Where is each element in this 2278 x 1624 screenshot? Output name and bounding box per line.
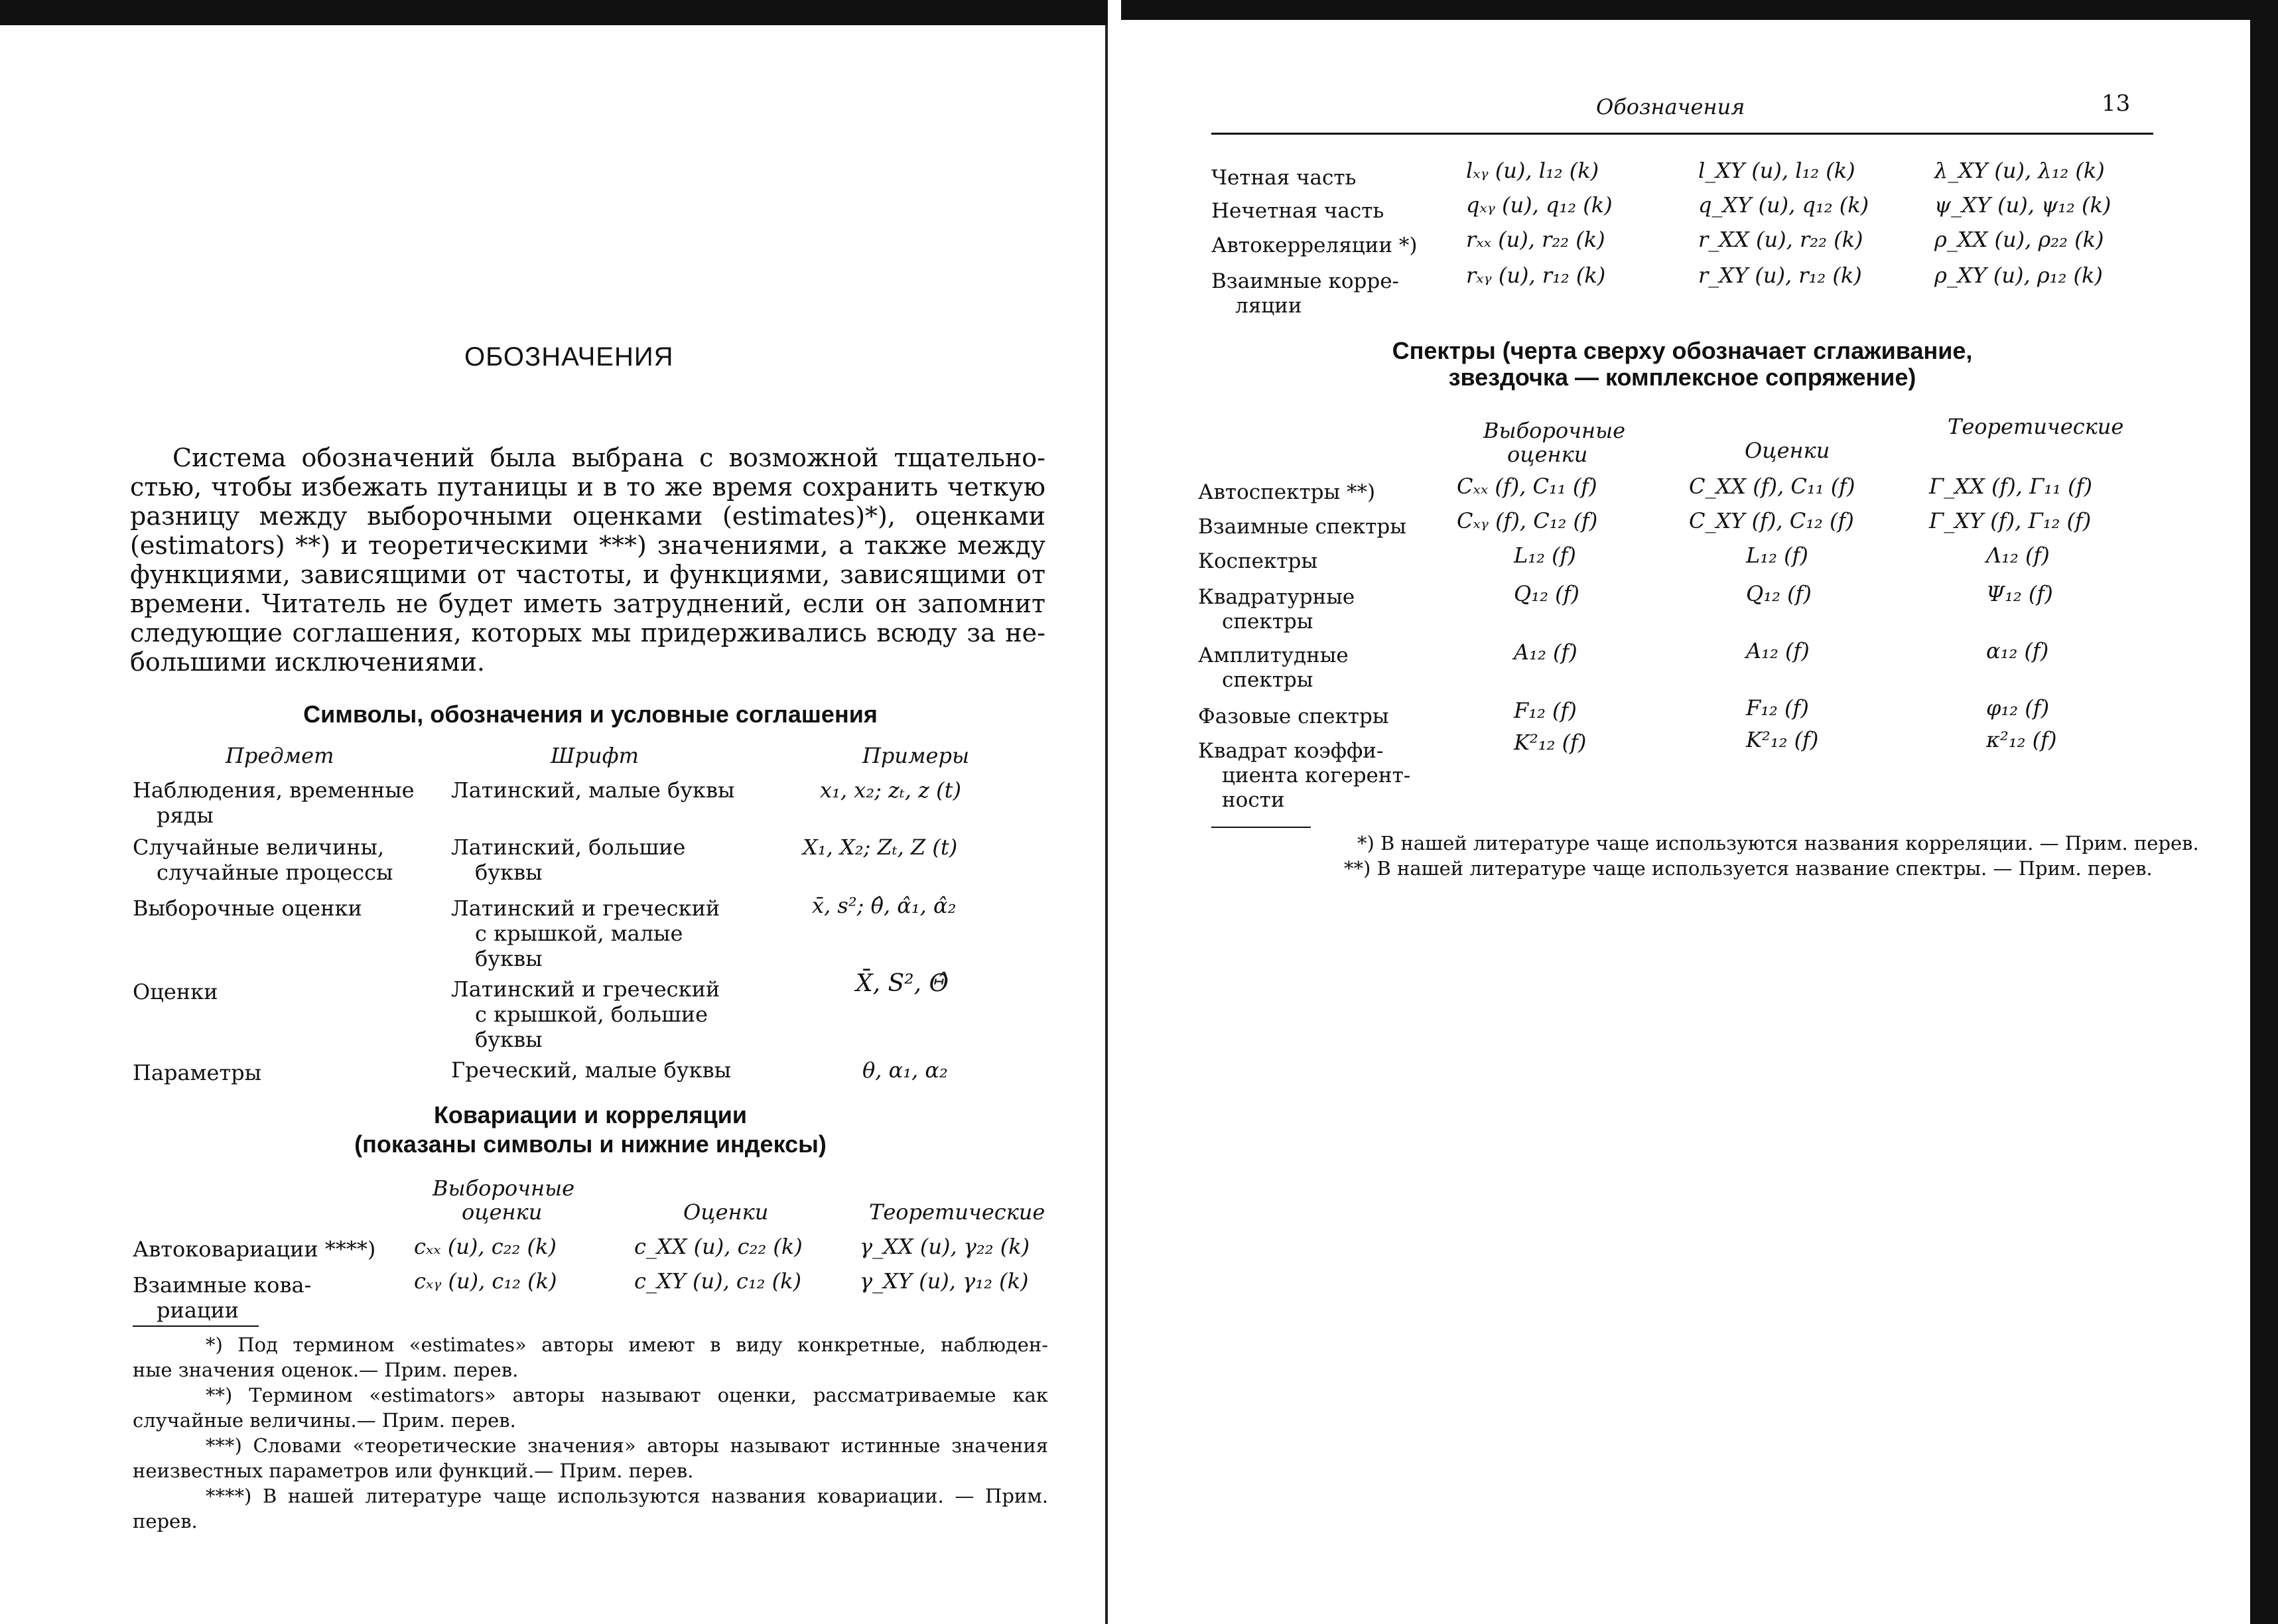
corr-row-theoretical: λ_XY (u), λ₁₂ (k) xyxy=(1934,158,2105,183)
spectra-row-label xyxy=(1198,643,1349,693)
footnote-line: ****) В нашей литературе чаще используются названия ковариации. — Прим. xyxy=(206,1485,1048,1507)
intro-line: большими исключениями. xyxy=(130,647,485,677)
symbols-row-subject xyxy=(133,896,362,921)
spectra-row-theoretical: κ²₁₂ (f) xyxy=(1986,727,2057,752)
corr-row-theoretical: ρ_XY (u), ρ₁₂ (k) xyxy=(1934,263,2103,288)
corr-row-theoretical: ψ_XY (u), ψ₁₂ (k) xyxy=(1934,192,2111,218)
footnotes xyxy=(133,1332,1048,1534)
intro-line: функциями, зависящими от частоты, и функциями, зависящими от xyxy=(130,560,1045,589)
running-head: Обозначения xyxy=(1596,94,1745,119)
spectra-row-estimator: K²₁₂ (f) xyxy=(1746,727,1819,752)
cell-line: Квадратурные xyxy=(1198,585,1355,609)
spectra-col-header-theoretical: Теоретические xyxy=(1948,414,2124,439)
footnote-rule xyxy=(133,1325,259,1327)
spectra-row-theoretical: Λ₁₂ (f) xyxy=(1986,543,2050,568)
corr-row-estimator: r_XX (u), r₂₂ (k) xyxy=(1698,227,1863,252)
cov-heading-line2: (показаны символы и нижние индексы) xyxy=(354,1130,827,1158)
spectra-row-label xyxy=(1198,515,1406,539)
cov-col-header-estimator: Оценки xyxy=(683,1199,769,1225)
symbols-row-subject xyxy=(133,979,218,1004)
cell-line: Автоковариации ****) xyxy=(133,1237,376,1262)
col-header-examples: Примеры xyxy=(862,743,970,768)
cov-col-header-sample: Выборочные xyxy=(433,1176,575,1201)
spectra-row-theoretical: α₁₂ (f) xyxy=(1986,638,2049,663)
spectra-row-theoretical: φ₁₂ (f) xyxy=(1986,695,2050,720)
cell-line: с крышкой, большие xyxy=(475,1002,708,1027)
spectra-row-label xyxy=(1198,480,1375,505)
spectra-row-estimator: A₁₂ (f) xyxy=(1746,638,1810,663)
spectra-row-sample: A₁₂ (f) xyxy=(1514,640,1577,665)
spectra-row-sample: Q₁₂ (f) xyxy=(1514,581,1579,606)
corr-row-sample: rₓₓ (u), r₂₂ (k) xyxy=(1466,227,1605,252)
spectra-row-label xyxy=(1198,739,1410,813)
symbols-row-examples: X̄, S², Θ̂ xyxy=(856,970,949,997)
spectra-row-theoretical: Γ_XY (f), Γ₁₂ (f) xyxy=(1929,508,2092,533)
cov-col-header-theoretical: Теоретические xyxy=(869,1199,1045,1225)
intro-line: (estimators) **) и теоретическими ***) значениями, а также между xyxy=(130,531,1045,560)
symbols-row-subject xyxy=(133,1060,261,1085)
spectra-row-sample: K²₁₂ (f) xyxy=(1514,730,1587,755)
corr-row-label xyxy=(1211,269,1399,318)
intro-line: разницу между выборочными оценками (estimates)*), оценками xyxy=(130,502,1045,531)
top-shadow-left xyxy=(0,0,1108,25)
cell-line: Латинский, большие xyxy=(451,835,686,860)
cell-line: буквы xyxy=(475,946,543,971)
cov-row-theoretical: γ_XY (u), γ₁₂ (k) xyxy=(860,1268,1029,1294)
symbols-row-examples: x̄, s²; θ̂, α̂₁, α̂₂ xyxy=(812,893,957,918)
spectra-row-estimator: Q₁₂ (f) xyxy=(1746,581,1812,606)
spectra-row-label xyxy=(1198,549,1317,574)
spectra-row-theoretical: Γ_XX (f), Γ₁₁ (f) xyxy=(1929,474,2092,499)
cell-line: ляции xyxy=(1235,294,1302,318)
corr-row-theoretical: ρ_XX (u), ρ₂₂ (k) xyxy=(1934,227,2104,252)
corr-row-estimator: r_XY (u), r₁₂ (k) xyxy=(1698,263,1862,288)
spectra-row-estimator: L₁₂ (f) xyxy=(1746,543,1808,568)
symbols-row-examples: x₁, x₂; zₜ, z (t) xyxy=(820,778,961,803)
cell-line: Амплитудные xyxy=(1198,643,1349,667)
footnote-line: ***) Словами «теоретические значения» авторы называют истинные значения xyxy=(206,1434,1048,1457)
footnote-line: неизвестных параметров или функций.— Прим. перев. xyxy=(133,1459,694,1482)
symbols-row-subject xyxy=(133,835,393,885)
spectra-row-label xyxy=(1198,585,1355,634)
symbols-row-font xyxy=(451,977,720,1052)
symbols-row-examples: θ, α₁, α₂ xyxy=(862,1057,948,1083)
cell-line: случайные процессы xyxy=(157,860,393,885)
corr-row-sample: rₓᵧ (u), r₁₂ (k) xyxy=(1466,263,1606,288)
spectra-row-sample: Cₓᵧ (f), C₁₂ (f) xyxy=(1457,508,1598,533)
gutter xyxy=(1085,0,1116,1624)
symbols-row-font xyxy=(451,896,720,971)
spectra-row-sample: Cₓₓ (f), C₁₁ (f) xyxy=(1457,474,1597,499)
intro-line: времени. Читатель не будет иметь затруднений, если он запомнит xyxy=(130,589,1045,618)
corr-row-label xyxy=(1211,199,1384,224)
cell-line: с крышкой, малые xyxy=(475,921,683,946)
page-title: ОБОЗНАЧЕНИЯ xyxy=(464,342,674,372)
spectra-col-header-sample: Выборочные xyxy=(1483,418,1626,443)
cell-line: спектры xyxy=(1222,610,1313,634)
spectra-row-label xyxy=(1198,705,1389,729)
symbols-row-font xyxy=(451,835,685,885)
symbols-row-font xyxy=(451,778,735,803)
left-page xyxy=(0,0,1108,1624)
cov-row-theoretical: γ_XX (u), γ₂₂ (k) xyxy=(860,1234,1030,1259)
footnote-line: случайные величины.— Прим. перев. xyxy=(133,1409,516,1432)
symbols-heading: Символы, обозначения и условные соглашения xyxy=(303,701,878,728)
corr-row-sample: lₓᵧ (u), l₁₂ (k) xyxy=(1466,158,1599,183)
footnote-line: **) Термином «estimators» авторы называют оценки, рассматриваемые как xyxy=(206,1384,1048,1406)
col-header-subject: Предмет xyxy=(226,743,334,768)
corr-row-estimator: q_XY (u), q₁₂ (k) xyxy=(1698,192,1869,218)
cell-line: Взаимные кова- xyxy=(133,1272,312,1298)
cell-line: ряды xyxy=(157,803,214,828)
cell-line: Фазовые спектры xyxy=(1198,705,1389,728)
cov-heading-line1: Ковариации и корреляции xyxy=(433,1101,748,1128)
cell-line: Автокерреляции *) xyxy=(1211,234,1418,257)
spectra-row-estimator: F₁₂ (f) xyxy=(1746,695,1809,720)
footnote-line: **) В нашей литературе чаще используется название спектры. — Прим. перев. xyxy=(1344,857,2153,880)
corr-row-label xyxy=(1211,166,1356,190)
cell-line: Латинский и греческий xyxy=(451,896,720,921)
cov-row-label xyxy=(133,1272,311,1323)
spectra-row-sample: F₁₂ (f) xyxy=(1514,698,1577,723)
col-header-font: Шрифт xyxy=(551,743,639,768)
cov-row-sample: cₓᵧ (u), c₁₂ (k) xyxy=(414,1268,557,1294)
cell-line: Четная часть xyxy=(1211,166,1357,190)
footnotes xyxy=(1211,831,2199,881)
footnote-line: *) Под термином «estimates» авторы имеют в виду конкретные, наблюден- xyxy=(206,1333,1048,1356)
cell-line: Латинский и греческий xyxy=(451,977,720,1002)
cov-row-estimator: c_XX (u), c₂₂ (k) xyxy=(634,1234,803,1259)
cell-line: Нечетная часть xyxy=(1211,199,1384,223)
corr-row-estimator: l_XY (u), l₁₂ (k) xyxy=(1698,158,1855,183)
gutter-line xyxy=(1105,0,1108,1624)
cell-line: Латинский, малые буквы xyxy=(451,778,735,803)
page-number: 13 xyxy=(2102,90,2131,117)
intro-line: Система обозначений была выбрана с возможной тщательно- xyxy=(172,443,1045,472)
corr-row-label xyxy=(1211,234,1417,258)
cov-col-header-sample-2: оценки xyxy=(462,1199,543,1225)
cov-row-sample: cₓₓ (u), c₂₂ (k) xyxy=(414,1234,557,1259)
cell-line: Выборочные оценки xyxy=(133,896,362,921)
cell-line: Параметры xyxy=(133,1060,262,1085)
right-page xyxy=(1114,20,2250,1624)
cell-line: Автоспектры **) xyxy=(1198,480,1376,504)
cell-line: риации xyxy=(157,1298,239,1323)
spectra-row-sample: L₁₂ (f) xyxy=(1514,543,1576,568)
cell-line: Случайные величины, xyxy=(133,835,385,860)
intro-paragraph xyxy=(130,443,1045,677)
cell-line: Коспектры xyxy=(1198,549,1318,573)
cell-line: циента когерент- xyxy=(1222,764,1411,787)
symbols-row-font xyxy=(451,1057,731,1083)
intro-line: стью, чтобы избежать путаницы и в то же время сохранить четкую xyxy=(130,472,1045,502)
cov-row-estimator: c_XY (u), c₁₂ (k) xyxy=(634,1268,802,1294)
cov-row-label xyxy=(133,1237,375,1262)
right-edge-shadow xyxy=(2250,0,2278,1624)
corr-row-sample: qₓᵧ (u), q₁₂ (k) xyxy=(1466,192,1613,218)
spectra-col-header-estimator: Оценки xyxy=(1745,438,1830,463)
spectra-heading-line1: Спектры (черта сверху обозначает сглаживание, xyxy=(1392,337,1973,364)
symbols-row-subject xyxy=(133,778,415,828)
cell-line: Наблюдения, временные xyxy=(133,778,415,803)
spectra-row-theoretical: Ψ₁₂ (f) xyxy=(1986,581,2053,606)
spectra-row-estimator: C_XY (f), C₁₂ (f) xyxy=(1689,508,1854,533)
cell-line: Квадрат коэффи- xyxy=(1198,739,1384,763)
cell-line: Греческий, малые буквы xyxy=(451,1057,732,1083)
spectra-heading-line2: звездочка — комплексное сопряжение) xyxy=(1448,364,1916,391)
cell-line: буквы xyxy=(475,860,543,885)
cell-line: буквы xyxy=(475,1027,543,1052)
cell-line: спектры xyxy=(1222,668,1313,692)
footnote-rule xyxy=(1211,827,1311,828)
cell-line: Взаимные корре- xyxy=(1211,269,1400,293)
footnote-line: перев. xyxy=(133,1510,198,1532)
top-shadow-right xyxy=(1121,0,2278,20)
footnote-line: *) В нашей литературе чаще используются названия корреляции. — Прим. перев. xyxy=(1357,832,2199,854)
header-rule xyxy=(1211,133,2153,135)
intro-line: следующие соглашения, которых мы придерживались всюду за не- xyxy=(130,618,1045,647)
footnote-line: ные значения оценок.— Прим. перев. xyxy=(133,1359,519,1381)
cell-line: Оценки xyxy=(133,979,218,1004)
spectra-row-estimator: C_XX (f), C₁₁ (f) xyxy=(1689,474,1855,499)
spectra-col-header-sample-2: оценки xyxy=(1507,442,1588,467)
cell-line: ности xyxy=(1222,788,1285,812)
symbols-row-examples: X₁, X₂; Zₜ, Z (t) xyxy=(803,835,958,860)
cell-line: Взаимные спектры xyxy=(1198,515,1406,539)
